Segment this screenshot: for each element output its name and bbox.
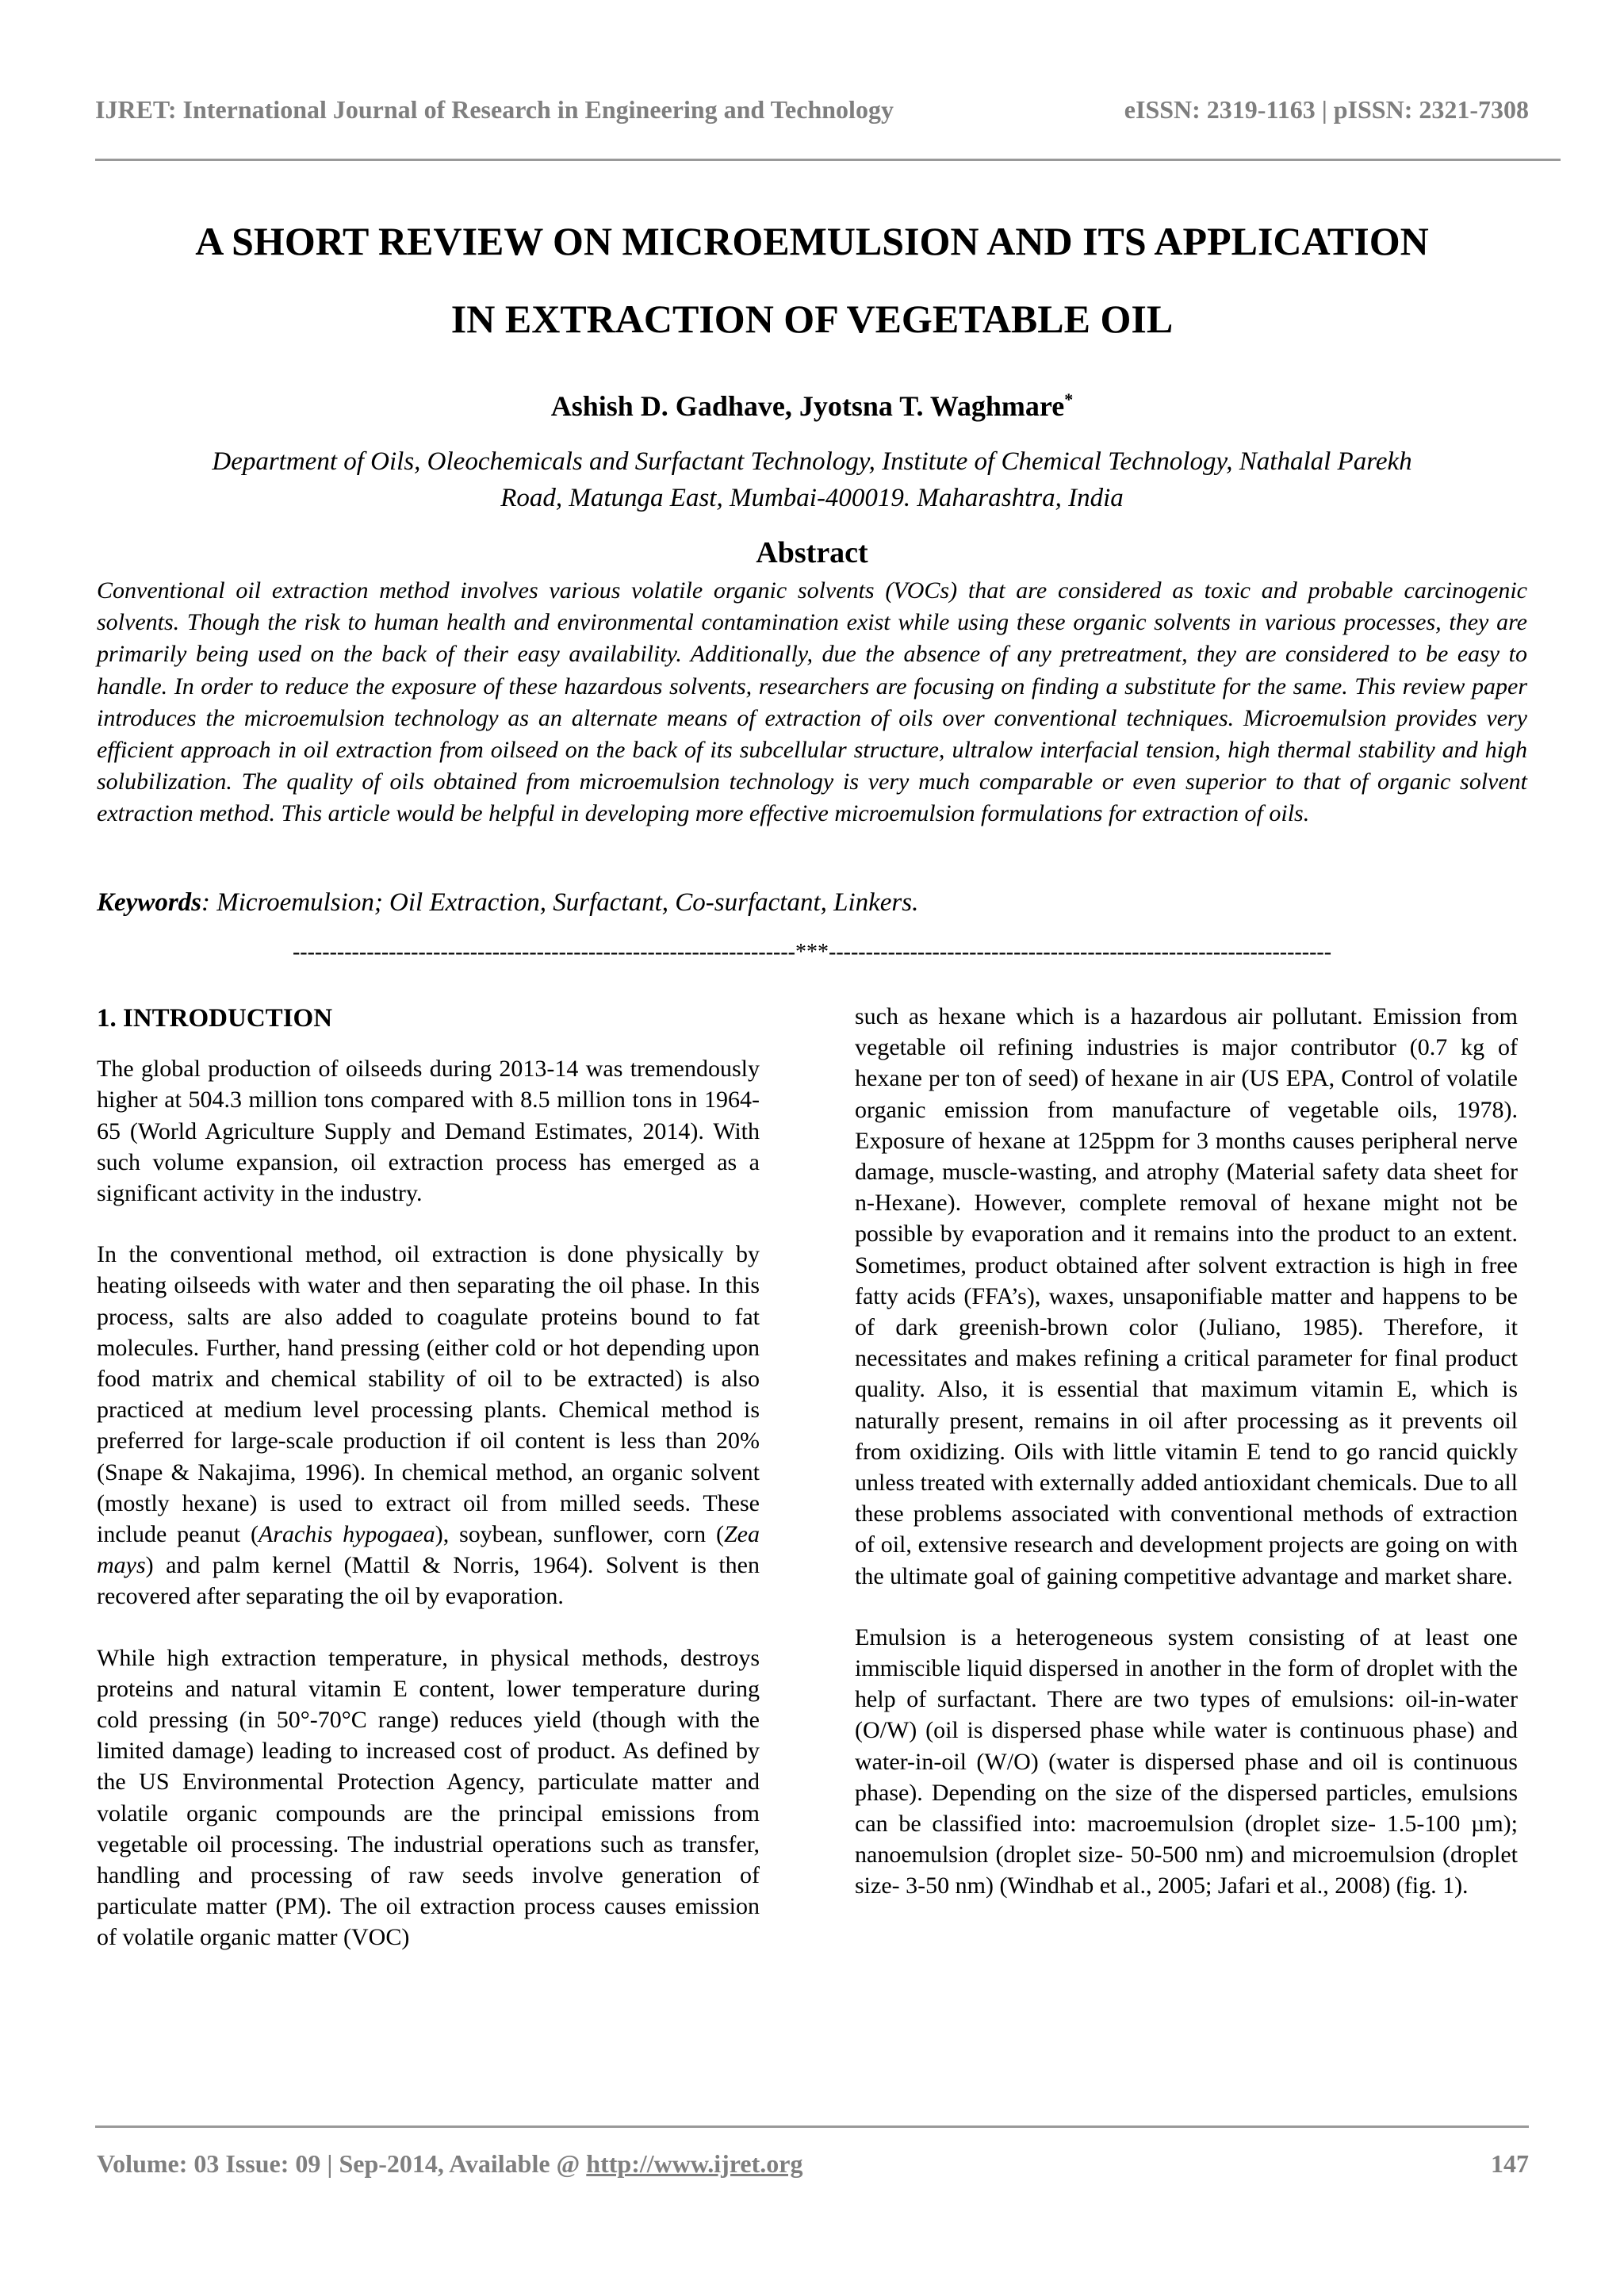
paper-title (63, 202, 1561, 358)
author-names: Ashish D. Gadhave, Jyotsna T. Waghmare (550, 390, 1065, 422)
section-title: 1. INTRODUCTION (97, 1004, 333, 1033)
text-run: In the conventional method, oil extraction is done physically by heating oilseeds with water and then separating the oil phase. In this process, salts are also added to coagulate proteins bound to fat molecules. Further, hand pressing (either cold or hot depending upon food matrix and chemical stability of oil to be extracted) is also practiced at medium level processing plants. Chemical method is preferred for large-scale production if oil content is less than 20% (Snape & Nakajima, 1996). In chemical method, an organic solvent (mostly hexane) is used to extract oil from milled seeds. These include peanut ( (97, 1241, 760, 1548)
paragraph: Emulsion is a heterogeneous system consisting of at least one immiscible liquid dispersed in another in the form of droplet with the help of surfactant. There are two types of emulsions: oil-in-water (O/W) (oil is dispersed phase while water is continuous phase) and water-in-oil (W/O) (water is dispersed phase and oil is continuous phase). Depending on the size of the dispersed particles, emulsions can be classified into: macroemulsion (droplet size- 1.5-100 µm); nanoemulsion (droplet size- 50-500 nm) and microemulsion (droplet size- 3-50 nm) (Windhab et al., 2005; Jafari et al., 2008) (fig. 1). (855, 1623, 1518, 1899)
title-line-2: IN EXTRACTION OF VEGETABLE OIL (450, 297, 1174, 341)
keywords-text: : Microemulsion; Oil Extraction, Surfactant, Co-surfactant, Linkers. (201, 888, 919, 917)
affiliation-line-2: Road, Matunga East, Mumbai-400019. Maharashtra, India (500, 484, 1124, 512)
title-block (63, 202, 1561, 516)
keywords (97, 888, 1527, 918)
journal-url-link[interactable]: http://www.ijret.org (586, 2149, 803, 2178)
text-run: ), soybean, sunflower, corn ( (435, 1521, 724, 1548)
text-run: ) and palm kernel (Mattil & Norris, 1964). Solvent is then recovered after separating the oil by evaporation. (97, 1552, 760, 1610)
header-rule (95, 159, 1561, 161)
section-divider: --------------------------------------------------------------------***-------------------------------------------------------------------- (292, 940, 1332, 964)
species-name: Zea mays (97, 1521, 760, 1579)
abstract-text: Conventional oil extraction method involves various volatile organic solvents (VOCs) that are considered as toxic and probable carcinogenic solvents. Though the risk to human health and environmental contamination exist while using these organic solvents in various processes, they are primarily being used on the back of their easy availability. Additionally, due the absence of any pretreatment, they are considered to be easy to handle. In order to reduce the exposure of these hazardous solvents, researchers are focusing on finding a substitute for the same. This review paper introduces the microemulsion technology as an alternate means of extraction of oils over conventional techniques. Microemulsion provides very efficient approach in oil extraction from oilseed on the back of its subcellular structure, ultralow interfacial tension, high thermal stability and high solubilization. The quality of oils obtained from microemulsion technology is very much comparable or even superior to that of organic solvent extraction method. This article would be helpful in developing more effective microemulsion formulations for extraction of oils. (97, 577, 1527, 827)
journal-name: IJRET: International Journal of Research in Engineering and Technology (95, 95, 894, 124)
volume-text: Volume: 03 Issue: 09 | Sep-2014, Available @ (97, 2149, 587, 2178)
issn: eISSN: 2319-1163 | pISSN: 2321-7308 (1124, 95, 1529, 124)
paragraph: The global production of oilseeds during 2013-14 was tremendously higher at 504.3 million tons compared with 8.5 million tons in 1964-65 (World Agriculture Supply and Demand Estimates, 2014). With such volume expansion, oil extraction process has emerged as a significant activity in the industry. (97, 1056, 760, 1207)
footer-rule (95, 2125, 1529, 2128)
running-header (95, 95, 1529, 125)
authors (63, 389, 1561, 423)
abstract-heading: Abstract (756, 536, 868, 569)
affiliation-line-1: Department of Oils, Oleochemicals and Surfactant Technology, Institute of Chemical Technology, Nathalal Parekh (212, 447, 1412, 476)
species-name: Arachis hypogaea (258, 1521, 435, 1548)
title-line-1: A SHORT REVIEW ON MICROEMULSION AND ITS APPLICATION (195, 219, 1429, 263)
paragraph: While high extraction temperature, in physical methods, destroys proteins and natural vitamin E content, lower temperature during cold pressing (in 50°-70°C range) reduces yield (though with the limited damage) leading to increased cost of product. As defined by the US Environmental Protection Agency, particulate matter and volatile organic compounds are the principal emissions from vegetable oil processing. The industrial operations such as transfer, handling and processing of raw seeds involve generation of particulate matter (PM). The oil extraction process causes emission of volatile organic matter (VOC) (97, 1644, 760, 1951)
page-number: 147 (1491, 2149, 1529, 2178)
paragraph: such as hexane which is a hazardous air pollutant. Emission from vegetable oil refining industries is major contributor (0.7 kg of hexane per ton of seed) of hexane in air (US EPA, Control of volatile organic emission from manufacture of vegetable oils, 1978). Exposure of hexane at 125ppm for 3 months causes peripheral nerve damage, muscle-wasting, and atrophy (Material safety data sheet for n-Hexane). However, complete removal of hexane might not be possible by evaporation and it remains into the product to an extent. Sometimes, product obtained after solvent extraction is high in free fatty acids (FFA’s), waxes, unsaponifiable matter and happens to be of dark greenish-brown color (Juliano, 1985). Therefore, it necessitates and makes refining a critical parameter for final product quality. Also, it is essential that maximum vitamin E, which is naturally present, remains in oil after processing as it prevents oil from oxidizing. Oils with little vitamin E tend to go rancid quickly unless treated with externally added antioxidant chemicals. Due to all these problems associated with conventional methods of extraction of oil, extensive research and development projects are going on with the ultimate goal of gaining competitive advantage and market share. (855, 1003, 1518, 1589)
footer-volume (97, 2149, 802, 2179)
right-column (855, 1001, 1518, 1932)
corresponding-author-mark: * (1064, 389, 1074, 409)
left-column (97, 1003, 760, 1984)
keywords-label: Keywords (97, 888, 201, 917)
paragraph (97, 1239, 760, 1612)
affiliation (63, 443, 1561, 516)
footer (97, 2149, 1529, 2179)
